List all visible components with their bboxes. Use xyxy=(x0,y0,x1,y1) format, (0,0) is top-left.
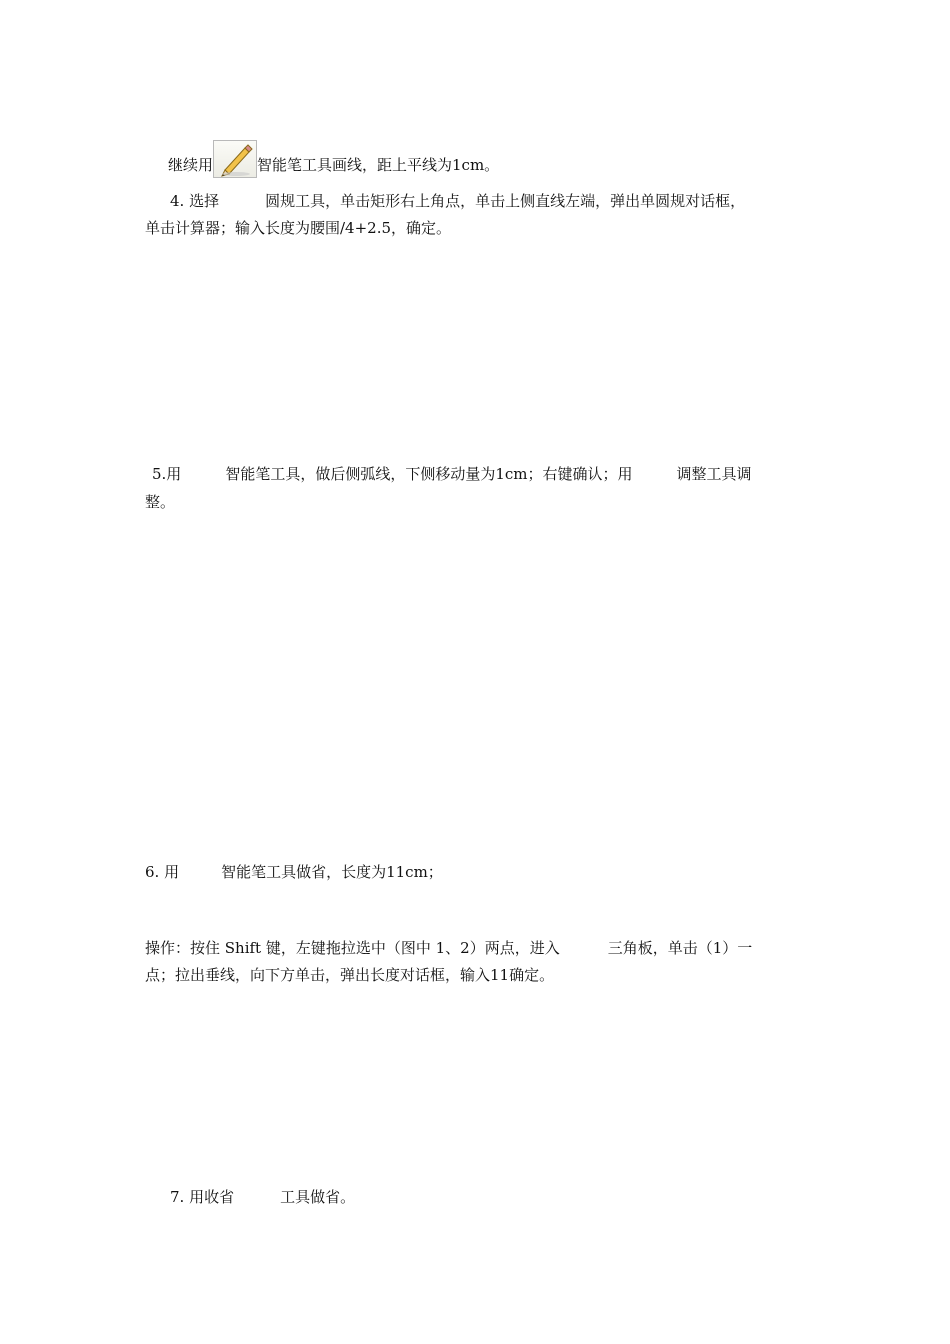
para4-text: 圆规工具，单击矩形右上角点，单击上侧直线左端，弹出单圆规对话框， xyxy=(265,192,746,210)
para6-text: 智能笔工具做省，长度为11cm； xyxy=(221,863,443,881)
pencil-icon xyxy=(213,140,257,178)
operation-line1 xyxy=(145,937,752,959)
para7-text: 工具做省。 xyxy=(280,1188,356,1206)
operation-text: 操作：按住 Shift 键，左键拖拉选中（图中 1、2）两点，进入 xyxy=(145,939,560,957)
para5-text-end: 调整工具调 xyxy=(676,465,752,483)
para7-step: 7. 用收省 xyxy=(170,1188,235,1206)
paragraph-5-line2 xyxy=(145,491,175,513)
paragraph-4-line1 xyxy=(170,190,745,212)
para5-text-cont: 整。 xyxy=(145,493,176,511)
operation-text-cont: 点；拉出垂线，向下方单击，弹出长度对话框，输入11确定。 xyxy=(145,966,555,984)
para4-step: 4. 选择 xyxy=(170,192,220,210)
paragraph-7 xyxy=(170,1186,355,1208)
paragraph-4-line2 xyxy=(145,217,451,239)
para6-step: 6. 用 xyxy=(145,863,180,881)
para4-text-cont: 单击计算器；输入长度为腰围/4+2.5，确定。 xyxy=(145,219,452,237)
para1-after: 智能笔工具画线，距上平线为1cm。 xyxy=(257,156,500,174)
paragraph-5-line1 xyxy=(152,463,752,485)
operation-line2 xyxy=(145,964,554,986)
para1-before: 继续用 xyxy=(168,156,214,174)
para5-text: 智能笔工具，做后侧弧线，下侧移动量为1cm；右键确认；用 xyxy=(225,465,633,483)
paragraph-pen-line xyxy=(168,140,499,178)
operation-text-end: 三角板，单击（1）一 xyxy=(607,939,753,957)
para5-step: 5.用 xyxy=(152,465,182,483)
paragraph-6 xyxy=(145,861,443,883)
